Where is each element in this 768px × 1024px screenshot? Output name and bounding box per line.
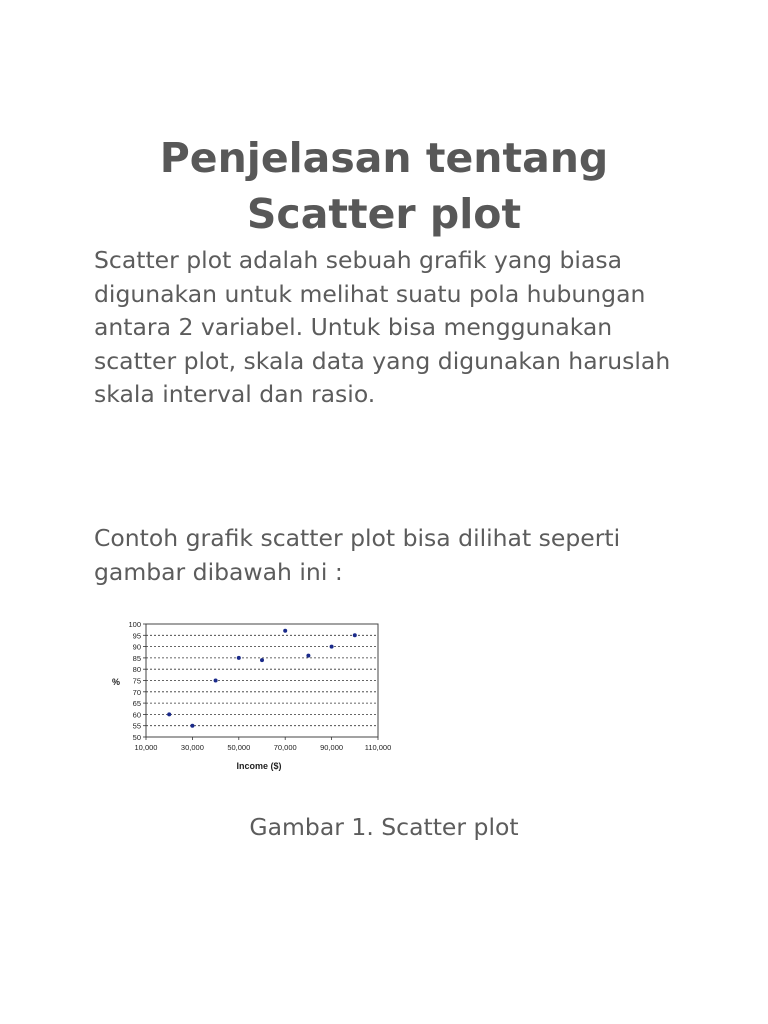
intro-paragraph: Scatter plot adalah sebuah grafik yang biasa digunakan untuk melihat suatu pola hubungan antara 2 variabel. Untuk bisa menggunakan scatter plot, skala data yang digunakan haruslah skala interval dan rasio.: [94, 246, 671, 408]
y-tick-label: 90: [132, 642, 141, 652]
scatter-point: [260, 658, 264, 662]
y-tick-label: 95: [132, 631, 141, 641]
y-tick-label: 80: [132, 665, 141, 675]
page-title: [0, 130, 768, 242]
y-tick-label: 55: [132, 721, 141, 731]
scatter-point: [237, 656, 241, 660]
y-tick-label: 65: [132, 699, 141, 709]
scatter-point: [214, 679, 218, 683]
title-line-1: Penjelasan tentang: [159, 134, 609, 182]
x-tick-label: 10,000: [134, 743, 158, 752]
example-paragraph: Contoh grafik scatter plot bisa dilihat seperti gambar dibawah ini :: [94, 524, 621, 586]
y-tick-label: 100: [128, 620, 141, 629]
x-tick-label: 90,000: [320, 743, 344, 752]
title-line-2: Scatter plot: [246, 190, 522, 238]
scatter-figure: [104, 614, 404, 776]
scatter-point: [330, 645, 334, 649]
scatter-point: [306, 654, 310, 658]
scatter-point: [283, 629, 287, 633]
x-tick-label: 50,000: [227, 743, 251, 752]
x-tick-label: 110,000: [364, 743, 392, 752]
y-tick-label: 60: [132, 710, 141, 720]
x-tick-label: 70,000: [273, 743, 297, 752]
scatter-chart: [104, 614, 404, 776]
y-axis-label: %: [111, 677, 121, 687]
y-tick-label: 50: [132, 733, 141, 742]
figure-caption: Gambar 1. Scatter plot: [249, 813, 519, 841]
y-tick-label: 75: [132, 676, 141, 686]
y-tick-label: 70: [132, 687, 141, 697]
scatter-point: [190, 724, 194, 728]
x-tick-label: 30,000: [180, 743, 204, 752]
x-axis-label: Income ($): [236, 761, 282, 771]
scatter-point: [167, 712, 171, 716]
y-tick-label: 85: [132, 653, 141, 663]
scatter-point: [353, 633, 357, 637]
